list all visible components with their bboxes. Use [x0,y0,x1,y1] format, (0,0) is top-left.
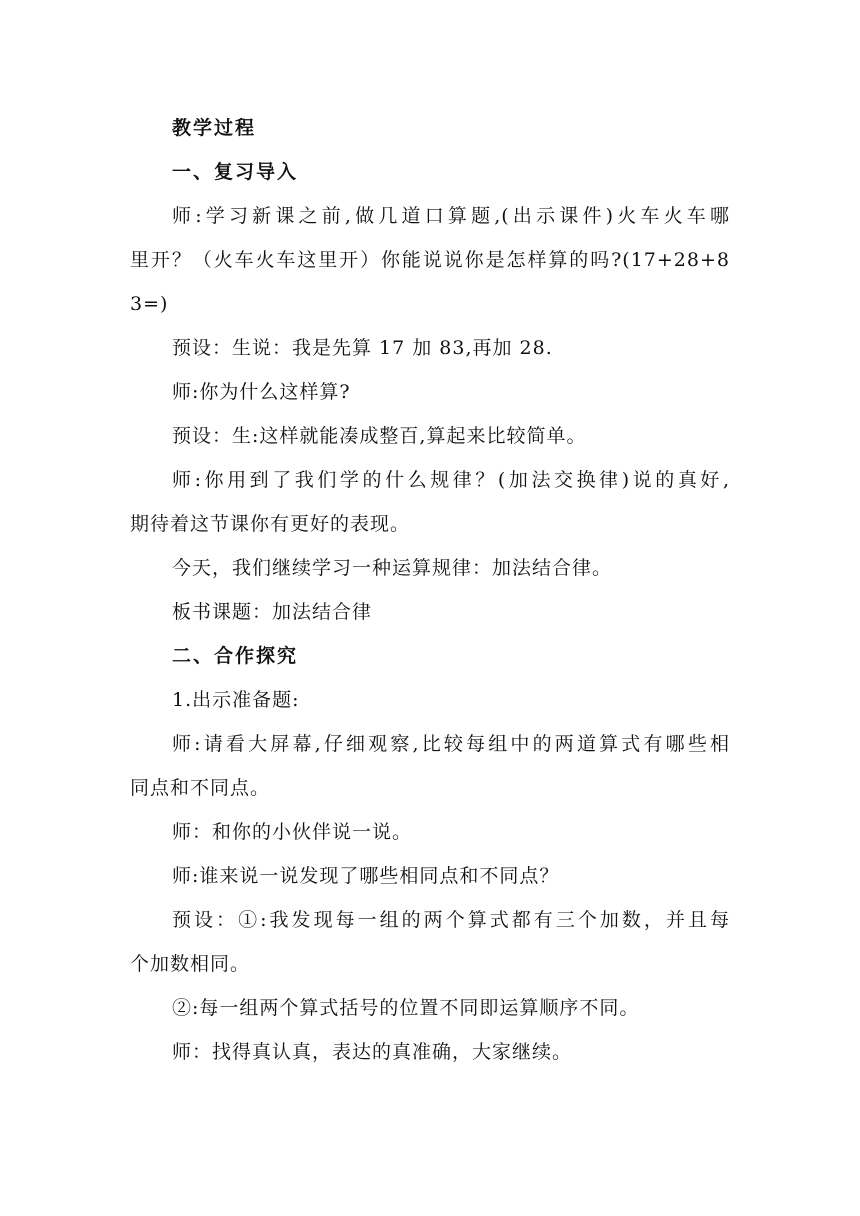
section1-heading: 一、复习导入 [172,161,299,183]
document-title: 教学过程 [172,117,257,139]
section2-paragraph4: 师:谁来说一说发现了哪些相同点和不同点？ [172,865,560,887]
section2-paragraph7: 师：找得真认真，表达的真准确，大家继续。 [172,1041,573,1063]
section2-paragraph5-line2: 个加数相同。 [130,953,251,975]
section1-paragraph4: 预设：生:这样就能凑成整百,算起来比较简单。 [172,425,587,447]
document-page [130,106,730,1074]
section1-paragraph1-line1: 师:学习新课之前,做几道口算题,(出示课件)火车火车哪 [172,205,730,227]
section2-paragraph3: 师：和你的小伙伴说一说。 [172,821,413,843]
section2-paragraph5-line1: 预设：①:我发现每一组的两个算式都有三个加数，并且每 [172,909,730,931]
section2-heading: 二、合作探究 [172,645,299,667]
section1-paragraph7: 板书课题：加法结合律 [172,601,373,623]
section1-paragraph1-line2: 里开？（火车火车这里开）你能说说你是怎样算的吗?(17+28+8 [130,249,730,271]
section2-paragraph1: 1.出示准备题: [172,689,300,711]
section1-paragraph5-line2: 期待着这节课你有更好的表现。 [130,513,411,535]
section1-paragraph5-line1: 师:你用到了我们学的什么规律？(加法交换律)说的真好, [172,469,730,491]
section2-paragraph6: ②:每一组两个算式括号的位置不同即运算顺序不同。 [172,997,640,1019]
section2-paragraph2-line1: 师:请看大屏幕,仔细观察,比较每组中的两道算式有哪些相 [172,733,730,755]
section1-paragraph2: 预设：生说：我是先算 17 加 83,再加 28. [172,337,553,359]
section1-paragraph6: 今天，我们继续学习一种运算规律：加法结合律。 [172,557,613,579]
section1-paragraph3: 师:你为什么这样算? [172,381,351,403]
section1-paragraph1-line3: 3=) [130,293,169,315]
section2-paragraph2-line2: 同点和不同点。 [130,777,271,799]
